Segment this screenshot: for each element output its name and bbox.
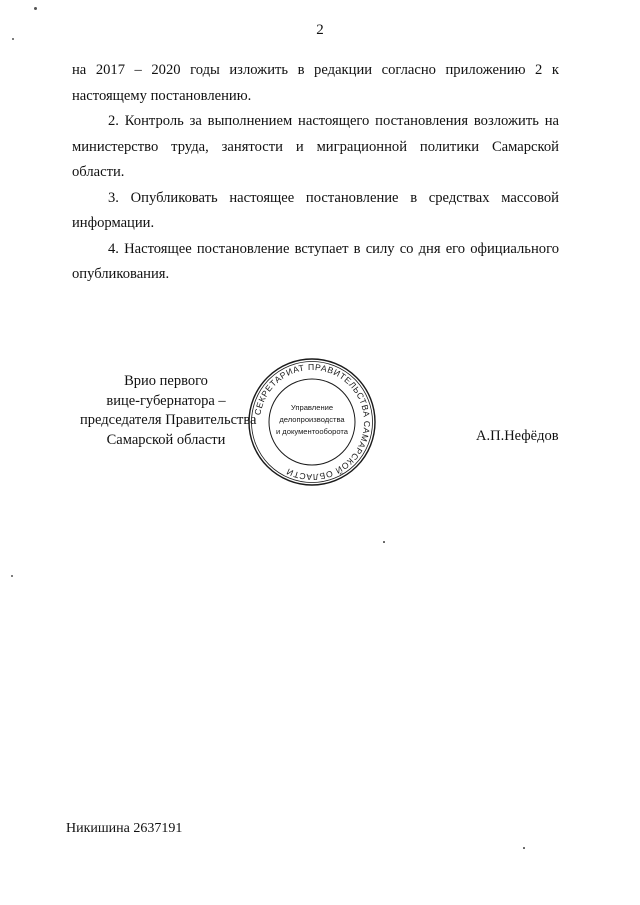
paragraph-continuation: на 2017 – 2020 годы изложить в редакции согласно приложению 2 к настоящему постановлению. <box>72 62 559 104</box>
signer-name: А.П.Нефёдов <box>476 428 559 444</box>
body-text <box>72 58 559 288</box>
signer-position-line: Врио первого <box>124 373 208 389</box>
scan-speck <box>12 38 14 40</box>
scan-speck <box>523 847 525 849</box>
stamp-center-line: и документооборота <box>275 427 349 436</box>
scan-speck <box>383 541 385 543</box>
stamp-center-line: делопроизводства <box>279 415 345 424</box>
signer-position-line: Самарской области <box>106 431 226 448</box>
stamp-ring-text: СЕКРЕТАРИАТ ПРАВИТЕЛЬСТВА САМАРСКОЙ ОБЛАСТИ <box>252 361 373 483</box>
scan-speck <box>11 575 13 577</box>
signer-position-line: вице-губернатора – <box>106 392 226 409</box>
stamp-center-line: Управление <box>290 403 334 412</box>
official-seal-stamp <box>246 356 378 488</box>
page-number: 2 <box>316 22 324 38</box>
executor-footer: Никишина 2637191 <box>66 821 183 836</box>
signer-position-line: председателя Правительства <box>80 412 257 428</box>
paragraph-control: 2. Контроль за выполнением настоящего постановления возложить на министерство труда, занятости и миграционной политики Самарской области. <box>72 113 559 180</box>
paragraph-effective-date: 4. Настоящее постановление вступает в силу со дня его официального опубликования. <box>72 240 559 282</box>
paragraph-publication: 3. Опубликовать настоящее постановление в средствах массовой информации. <box>72 189 559 231</box>
signer-position <box>80 372 257 450</box>
scan-speck <box>34 7 37 10</box>
